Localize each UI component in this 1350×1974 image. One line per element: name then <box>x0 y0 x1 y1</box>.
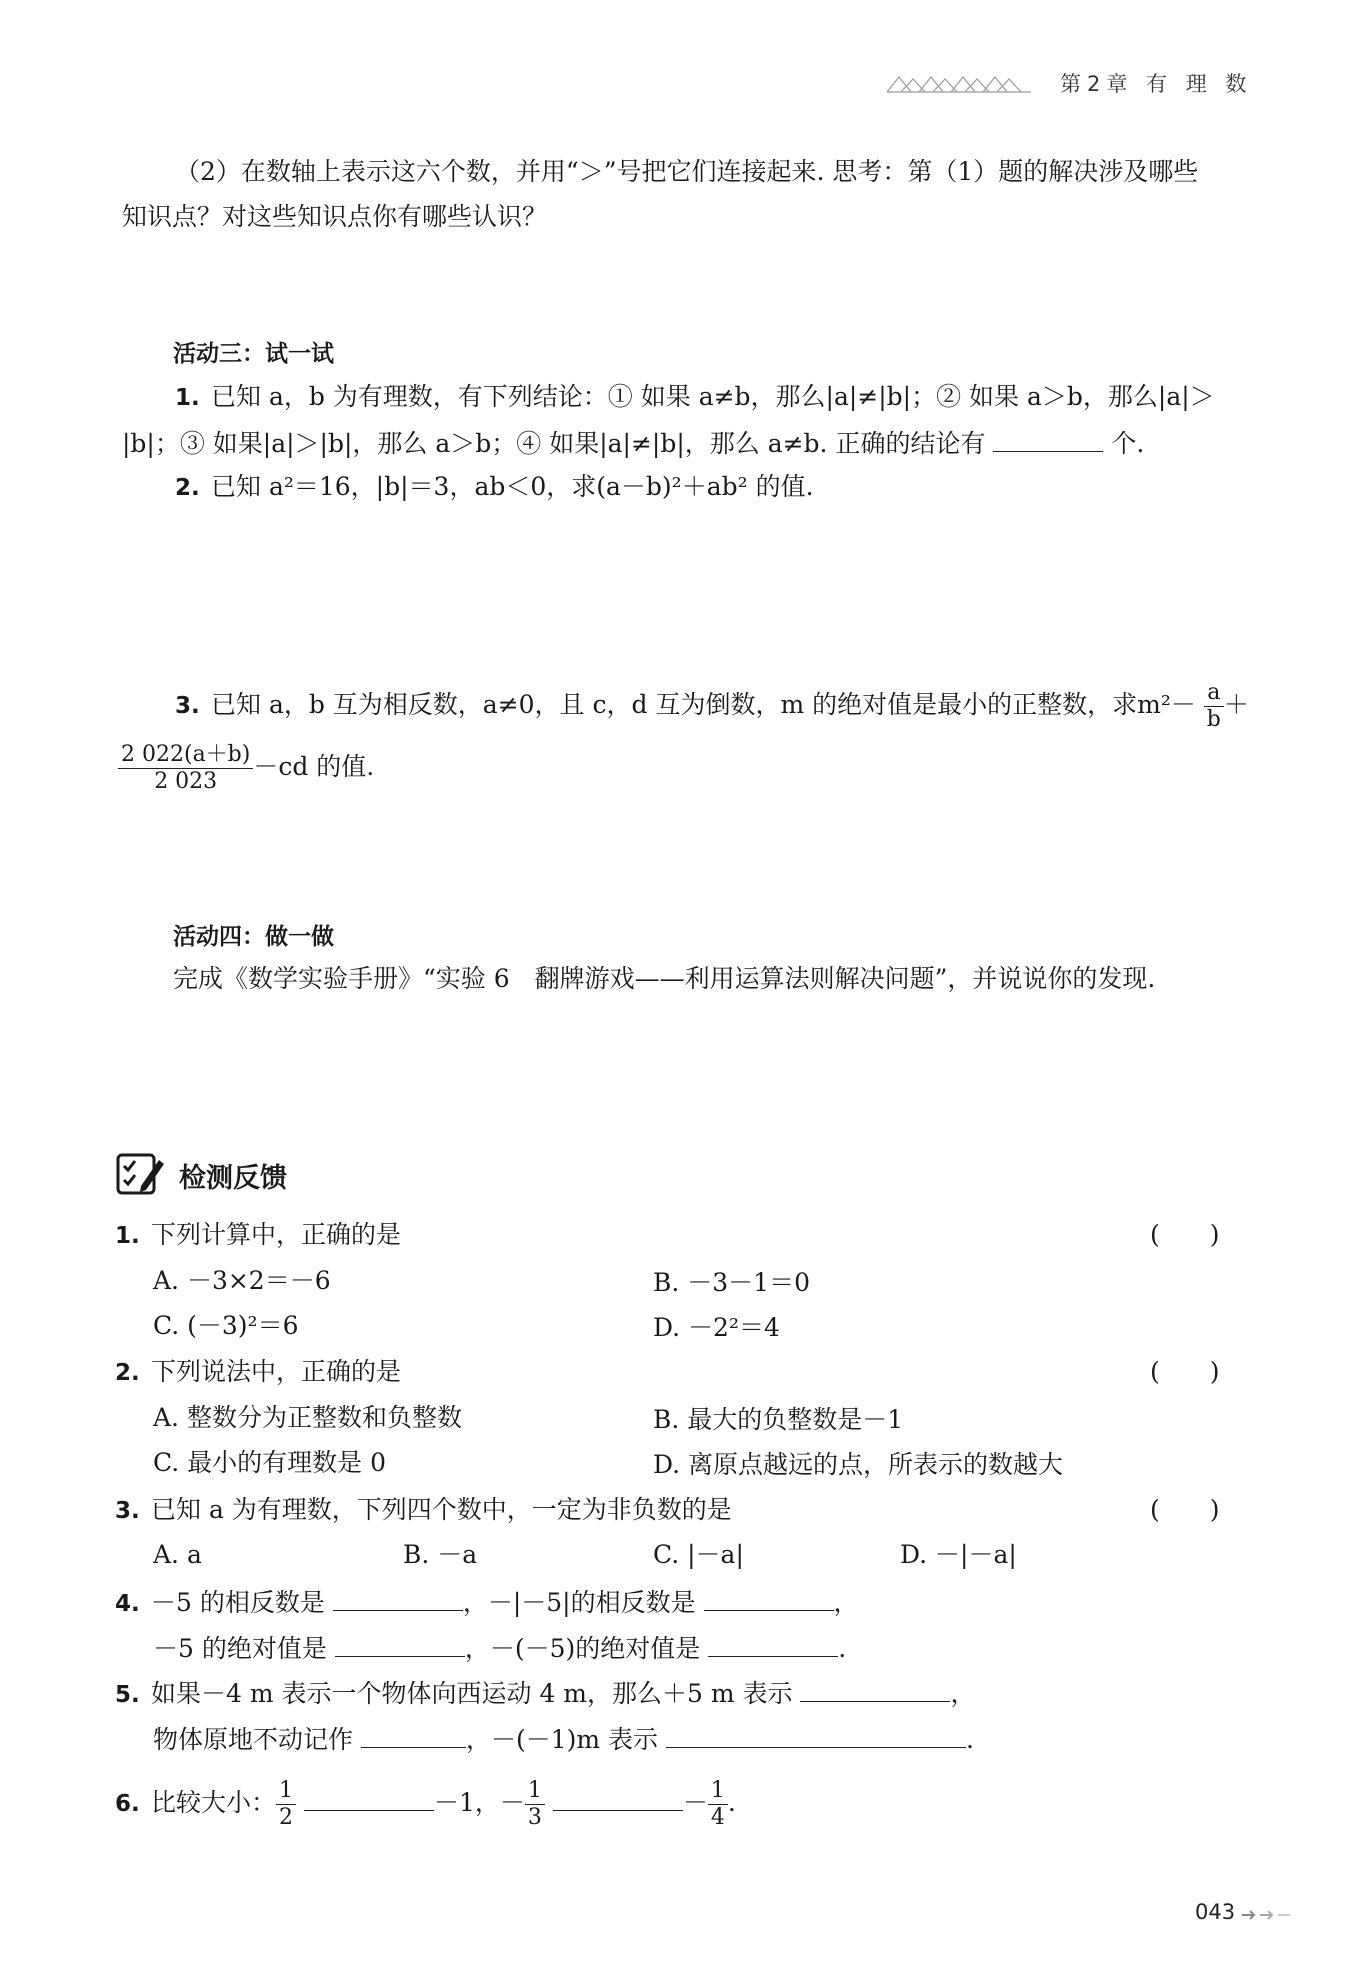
fraction-one-half: $\frac{1}{2}$ <box>276 1778 296 1831</box>
question-number: 3. <box>175 693 200 719</box>
option-c[interactable]: C. (－3)²＝6 <box>153 1311 299 1340</box>
answer-blank[interactable] <box>993 425 1103 452</box>
activity3-title: 活动三：试一试 <box>173 341 334 367</box>
option-a[interactable]: A. a <box>153 1540 202 1569</box>
option-d[interactable]: D. 离原点越远的点，所表示的数越大 <box>653 1450 1064 1479</box>
question-number: 1. <box>115 1223 140 1249</box>
answer-parentheses[interactable]: ( ) <box>1150 1357 1220 1386</box>
option-c[interactable]: C. 最小的有理数是 0 <box>153 1448 386 1477</box>
question-number: 2. <box>115 1360 140 1386</box>
feedback-q5-line2: 物体原地不动记作 ，－(－1)m 表示 . <box>153 1721 974 1757</box>
option-a[interactable]: A. －3×2＝－6 <box>153 1266 331 1295</box>
question-number: 6. <box>115 1791 140 1817</box>
option-d[interactable]: D. －2²＝4 <box>653 1313 780 1342</box>
fraction-one-third: $\frac{1}{3}$ <box>525 1778 545 1831</box>
answer-blank[interactable] <box>704 1584 834 1611</box>
fraction-a-over-b: $\frac{a}{b}$ <box>1204 680 1224 733</box>
answer-blank[interactable] <box>304 1784 434 1811</box>
feedback-header <box>115 1150 435 1196</box>
part2-line2: 知识点？对这些知识点你有哪些认识？ <box>122 202 548 231</box>
chapter-title: 第2章 有 理 数 <box>1060 72 1253 96</box>
activity3-q1-line2: |b|；③ 如果|a|＞|b|，那么 a＞b；④ 如果|a|≠|b|，那么 a≠b. 正确的结论有 个. <box>122 425 1144 461</box>
activity4-text: 完成《数学实验手册》“实验 6 翻牌游戏——利用运算法则解决问题”，并说说你的发现. <box>173 964 1156 993</box>
answer-blank[interactable] <box>335 1630 465 1657</box>
activity3-q3-line2: $\frac{2 022(a+b)}{2 023}$ －cd 的值. <box>118 742 374 795</box>
answer-parentheses[interactable]: ( ) <box>1150 1495 1220 1524</box>
activity3-q3-line1: 3. 已知 a，b 互为相反数，a≠0，且 c，d 互为倒数，m 的绝对值是最小的正整数，求m²－ $\frac{a}{b}$ ＋ <box>175 680 1249 732</box>
page-number: 043 <box>1195 1900 1236 1924</box>
option-b[interactable]: B. －a <box>403 1540 478 1569</box>
feedback-q2-stem: 2. 下列说法中，正确的是 <box>115 1355 401 1390</box>
option-b[interactable]: B. －3－1＝0 <box>653 1268 810 1297</box>
feedback-q5-line1: 5. 如果－4 m 表示一个物体向西运动 4 m，那么＋5 m 表示 ， <box>115 1675 976 1712</box>
feedback-title: 检测反馈 <box>179 1163 287 1194</box>
answer-blank[interactable] <box>361 1721 466 1748</box>
activity3-q1-line1: 1. 已知 a，b 为有理数，有下列结论：① 如果 a≠b，那么|a|≠|b|；② 如果 a＞b，那么|a|＞ <box>175 380 1215 415</box>
checklist-pencil-icon <box>115 1150 165 1196</box>
question-number: 2. <box>175 475 200 501</box>
answer-blank[interactable] <box>666 1721 966 1748</box>
option-a[interactable]: A. 整数分为正整数和负整数 <box>153 1403 462 1432</box>
activity4-title: 活动四：做一做 <box>173 924 334 950</box>
feedback-q1-stem: 1. 下列计算中，正确的是 <box>115 1218 401 1253</box>
feedback-q4-line1: 4. －5 的相反数是 ，－|－5|的相反数是 ， <box>115 1584 859 1621</box>
question-number: 5. <box>115 1682 140 1708</box>
option-d[interactable]: D. －|－a| <box>900 1540 1017 1569</box>
arrows-decoration-icon <box>1240 1908 1300 1922</box>
feedback-q3-stem: 3. 已知 a 为有理数，下列四个数中，一定为非负数的是 <box>115 1493 732 1528</box>
activity3-q2: 2. 已知 a²＝16，|b|＝3，ab＜0，求(a－b)²＋ab² 的值. <box>175 470 814 505</box>
option-c[interactable]: C. |－a| <box>653 1540 744 1569</box>
answer-blank[interactable] <box>333 1584 463 1611</box>
question-number: 1. <box>175 385 200 411</box>
fraction-one-quarter: $\frac{1}{4}$ <box>708 1778 728 1831</box>
answer-blank[interactable] <box>553 1784 683 1811</box>
fraction-2022-over-2023: $\frac{2 022(a+b)}{2 023}$ <box>118 742 253 795</box>
question-number: 4. <box>115 1591 140 1617</box>
feedback-q4-line2: －5 的绝对值是 ，－(－5)的绝对值是 . <box>153 1630 846 1666</box>
mountain-decoration-icon <box>885 72 1035 94</box>
question-number: 3. <box>115 1498 140 1524</box>
option-b[interactable]: B. 最大的负整数是－1 <box>653 1405 904 1434</box>
part2-line1: （2）在数轴上表示这六个数，并用“＞”号把它们连接起来. 思考：第（1）题的解决涉及哪些 <box>175 157 1199 186</box>
feedback-q6: 6. 比较大小： $\frac{1}{2}$ －1，－ $\frac{1}{3}$ － $\frac{1}{4}$ . <box>115 1778 736 1830</box>
answer-parentheses[interactable]: ( ) <box>1150 1220 1220 1249</box>
answer-blank[interactable] <box>708 1630 838 1657</box>
answer-blank[interactable] <box>800 1675 950 1702</box>
page-footer <box>1195 1900 1300 1924</box>
running-header <box>885 68 1253 102</box>
